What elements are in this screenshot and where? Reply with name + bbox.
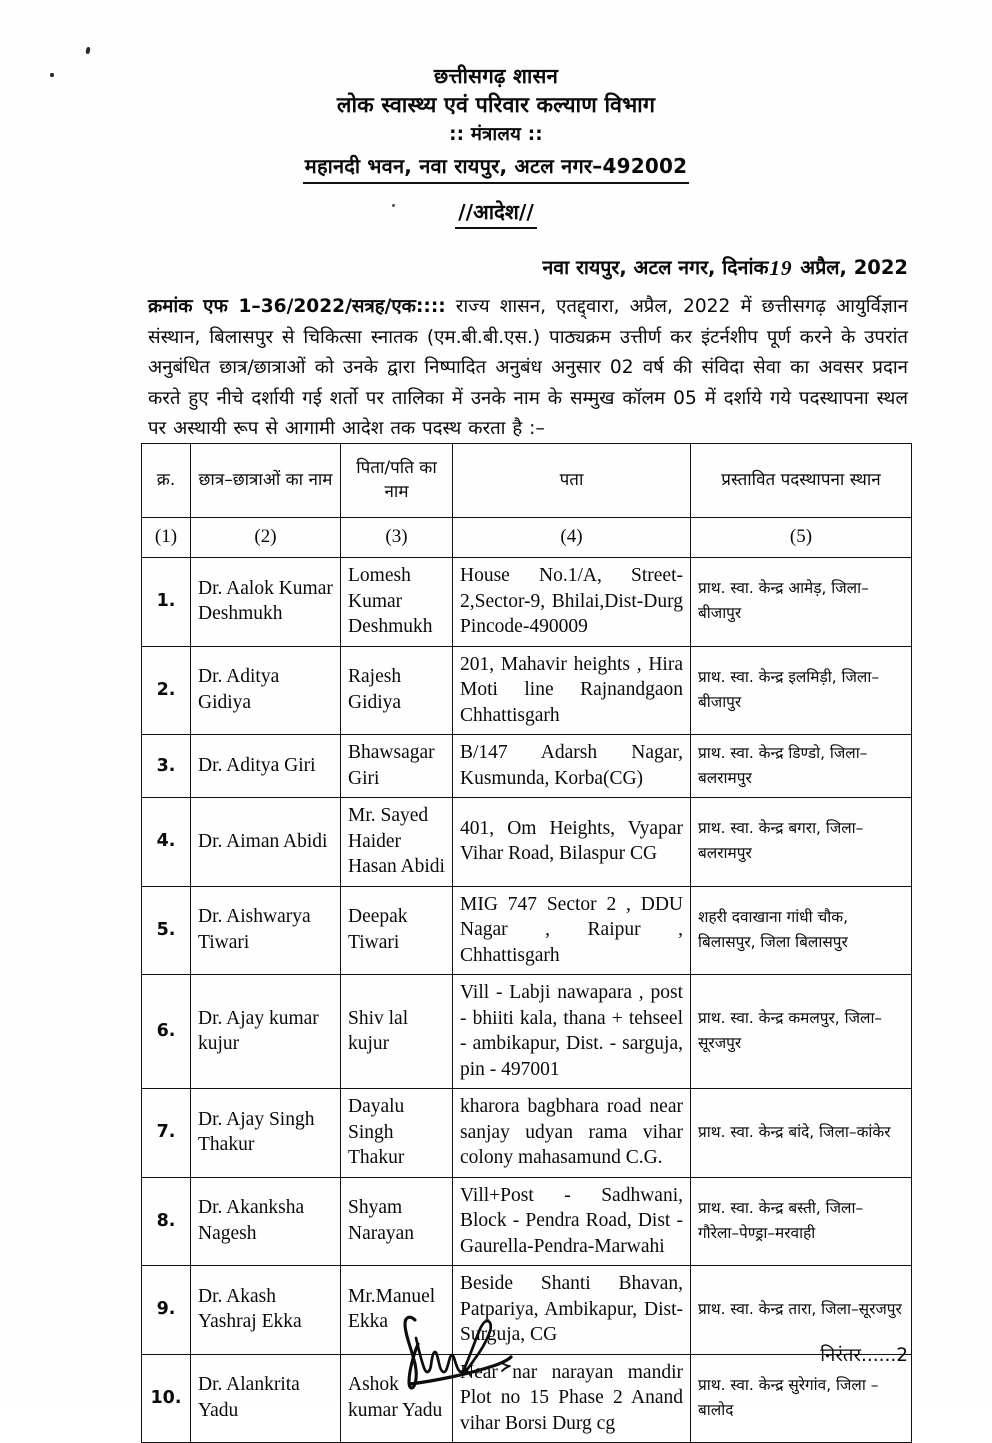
cell-posting-place: प्राथ. स्वा. केन्द्र कमलपुर, जिला–सूरजपुर [691, 975, 912, 1089]
page-continuation-note: निरंतर......2 [820, 1345, 908, 1366]
cell-address: Beside Shanti Bhavan, Patpariya, Ambikapur, Dist-Surguja, CG [453, 1266, 691, 1355]
ministry-label: :: मंत्रालय :: [449, 124, 543, 145]
order-body-paragraph [148, 292, 908, 445]
column-number-3: (3) [341, 518, 453, 558]
header-serial: क्र. [142, 444, 191, 518]
header-posting-place: प्रस्तावित पदस्थापना स्थान [691, 444, 912, 518]
reference-number: क्रमांक एफ 1–36/2022/सत्रह/एक:::: [148, 296, 446, 317]
cell-serial: 7. [142, 1089, 191, 1178]
cell-posting-place: प्राथ. स्वा. केन्द्र आमेड़, जिला–बीजापुर [691, 558, 912, 647]
table-row [142, 1089, 912, 1178]
header-student-name: छात्र–छात्राओं का नाम [191, 444, 341, 518]
posting-table [141, 443, 912, 1443]
cell-serial: 1. [142, 558, 191, 647]
cell-student-name: Dr. Aditya Giri [191, 735, 341, 798]
handwritten-date: 19 [769, 256, 793, 280]
cell-serial: 5. [142, 886, 191, 975]
cell-address: 401, Om Heights, Vyapar Vihar Road, Bilaspur CG [453, 798, 691, 887]
cell-student-name: Dr. Akash Yashraj Ekka [191, 1266, 341, 1355]
dateline-prefix: नवा रायपुर, अटल नगर, दिनांक [542, 256, 769, 279]
table-column-number-row [142, 518, 912, 558]
document-footer [0, 1316, 992, 1403]
table-header-row [142, 444, 912, 518]
cell-student-name: Dr. Aalok Kumar Deshmukh [191, 558, 341, 647]
cell-address: Vill - Labji nawapara , post - bhiiti kala, thana + tehseel - ambikapur, Dist. - sarguja, pin - 497001 [453, 975, 691, 1089]
cell-address: Vill+Post - Sadhwani, Block - Pendra Road, Dist - Gaurella-Pendra-Marwahi [453, 1177, 691, 1266]
cell-serial: 6. [142, 975, 191, 1089]
table-row [142, 1177, 912, 1266]
scan-speck [50, 73, 54, 77]
column-number-5: (5) [691, 518, 912, 558]
cell-father-name: Lomesh Kumar Deshmukh [341, 558, 453, 647]
table-row [142, 735, 912, 798]
cell-serial: 8. [142, 1177, 191, 1266]
cell-father-name: Bhawsagar Giri [341, 735, 453, 798]
cell-posting-place: प्राथ. स्वा. केन्द्र बांदे, जिला–कांकेर [691, 1089, 912, 1178]
cell-posting-place: प्राथ. स्वा. केन्द्र डिण्डो, जिला–बलरामपुर [691, 735, 912, 798]
cell-posting-place: प्राथ. स्वा. केन्द्र सुरेगांव, जिला – बालोद [691, 1354, 912, 1443]
cell-serial: 10. [142, 1354, 191, 1443]
government-name: छत्तीसगढ़ शासन [433, 64, 559, 88]
cell-posting-place: प्राथ. स्वा. केन्द्र बस्ती, जिला–गौरेला–पेण्ड्रा–मरवाही [691, 1177, 912, 1266]
order-body-text: राज्य शासन, एतद्द्वारा, अप्रैल, 2022 में छत्तीसगढ़ आयुर्विज्ञान संस्थान, बिलासपुर से चिकित्सा स्नातक (एम.बी.बी.एस.) पाठ्यक्रम उत्तीर्ण कर इंटर्नशीप पूर्ण करने के उपरांत अनुबंधित छात्र/छात्राओं को उनके द्वारा निष्पादित अनुबंध अनुसार 02 वर्ष की संविदा सेवा का अवसर प्रदान करते हुए नीचे दर्शायी गई शर्तो पर तालिका में उनके नाम के सम्मुख कॉलम 05 में दर्शाये गये पदस्थापना स्थल पर अस्थायी रूप से आगामी आदेश तक पदस्थ करता है :– [148, 296, 908, 439]
table-row [142, 646, 912, 735]
cell-father-name: Rajesh Gidiya [341, 646, 453, 735]
cell-father-name: Deepak Tiwari [341, 886, 453, 975]
header-address: पता [453, 444, 691, 518]
cell-student-name: Dr. Aishwarya Tiwari [191, 886, 341, 975]
cell-serial: 4. [142, 798, 191, 887]
posting-table-wrapper [141, 443, 911, 1443]
table-row [142, 886, 912, 975]
cell-serial: 9. [142, 1266, 191, 1355]
cell-posting-place: प्राथ. स्वा. केन्द्र इलमिड़ी, जिला–बीजापुर [691, 646, 912, 735]
column-number-1: (1) [142, 518, 191, 558]
cell-serial: 3. [142, 735, 191, 798]
department-name: लोक स्वास्थ्य एवं परिवार कल्याण विभाग [336, 93, 656, 118]
document-header [0, 0, 992, 229]
dateline-suffix: अप्रैल, 2022 [793, 256, 908, 279]
cell-student-name: Dr. Aditya Gidiya [191, 646, 341, 735]
cell-student-name: Dr. Alankrita Yadu [191, 1354, 341, 1443]
cell-student-name: Dr. Ajay Singh Thakur [191, 1089, 341, 1178]
table-row [142, 798, 912, 887]
cell-address: 201, Mahavir heights , Hira Moti line Rajnandgaon Chhattisgarh [453, 646, 691, 735]
cell-serial: 2. [142, 646, 191, 735]
table-row [142, 558, 912, 647]
scan-speck [392, 204, 395, 207]
table-row [142, 975, 912, 1089]
cell-father-name: Ashok kumar Yadu [341, 1354, 453, 1443]
cell-student-name: Dr. Aiman Abidi [191, 798, 341, 887]
cell-address: B/147 Adarsh Nagar, Kusmunda, Korba(CG) [453, 735, 691, 798]
cell-address: kharora bagbhara road near sanjay udyan rama vihar colony mahasamund C.G. [453, 1089, 691, 1178]
cell-posting-place: प्राथ. स्वा. केन्द्र तारा, जिला–सूरजपुर [691, 1266, 912, 1355]
cell-address: Near nar narayan mandir Plot no 15 Phase 2 Anand vihar Borsi Durg cg [453, 1354, 691, 1443]
cell-father-name: Dayalu Singh Thakur [341, 1089, 453, 1178]
cell-posting-place: शहरी दवाखाना गांधी चौक, बिलासपुर, जिला बिलासपुर [691, 886, 912, 975]
cell-address: House No.1/A, Street-2,Sector-9, Bhilai,Dist-Durg Pincode-490009 [453, 558, 691, 647]
cell-father-name: Mr. Sayed Haider Hasan Abidi [341, 798, 453, 887]
header-father-name: पिता/पति का नाम [341, 444, 453, 518]
dateline [0, 253, 992, 280]
signature [392, 1308, 582, 1400]
column-number-4: (4) [453, 518, 691, 558]
cell-father-name: Mr.Manuel Ekka [341, 1266, 453, 1355]
cell-address: MIG 747 Sector 2 , DDU Nagar , Raipur , Chhattisgarh [453, 886, 691, 975]
cell-posting-place: प्राथ. स्वा. केन्द्र बगरा, जिला–बलरामपुर [691, 798, 912, 887]
office-address: महानदी भवन, नवा रायपुर, अटल नगर–492002 [303, 152, 689, 184]
cell-father-name: Shyam Narayan [341, 1177, 453, 1266]
order-title: //आदेश// [455, 198, 537, 229]
cell-student-name: Dr. Akanksha Nagesh [191, 1177, 341, 1266]
cell-father-name: Shiv lal kujur [341, 975, 453, 1089]
cell-student-name: Dr. Ajay kumar kujur [191, 975, 341, 1089]
column-number-2: (2) [191, 518, 341, 558]
